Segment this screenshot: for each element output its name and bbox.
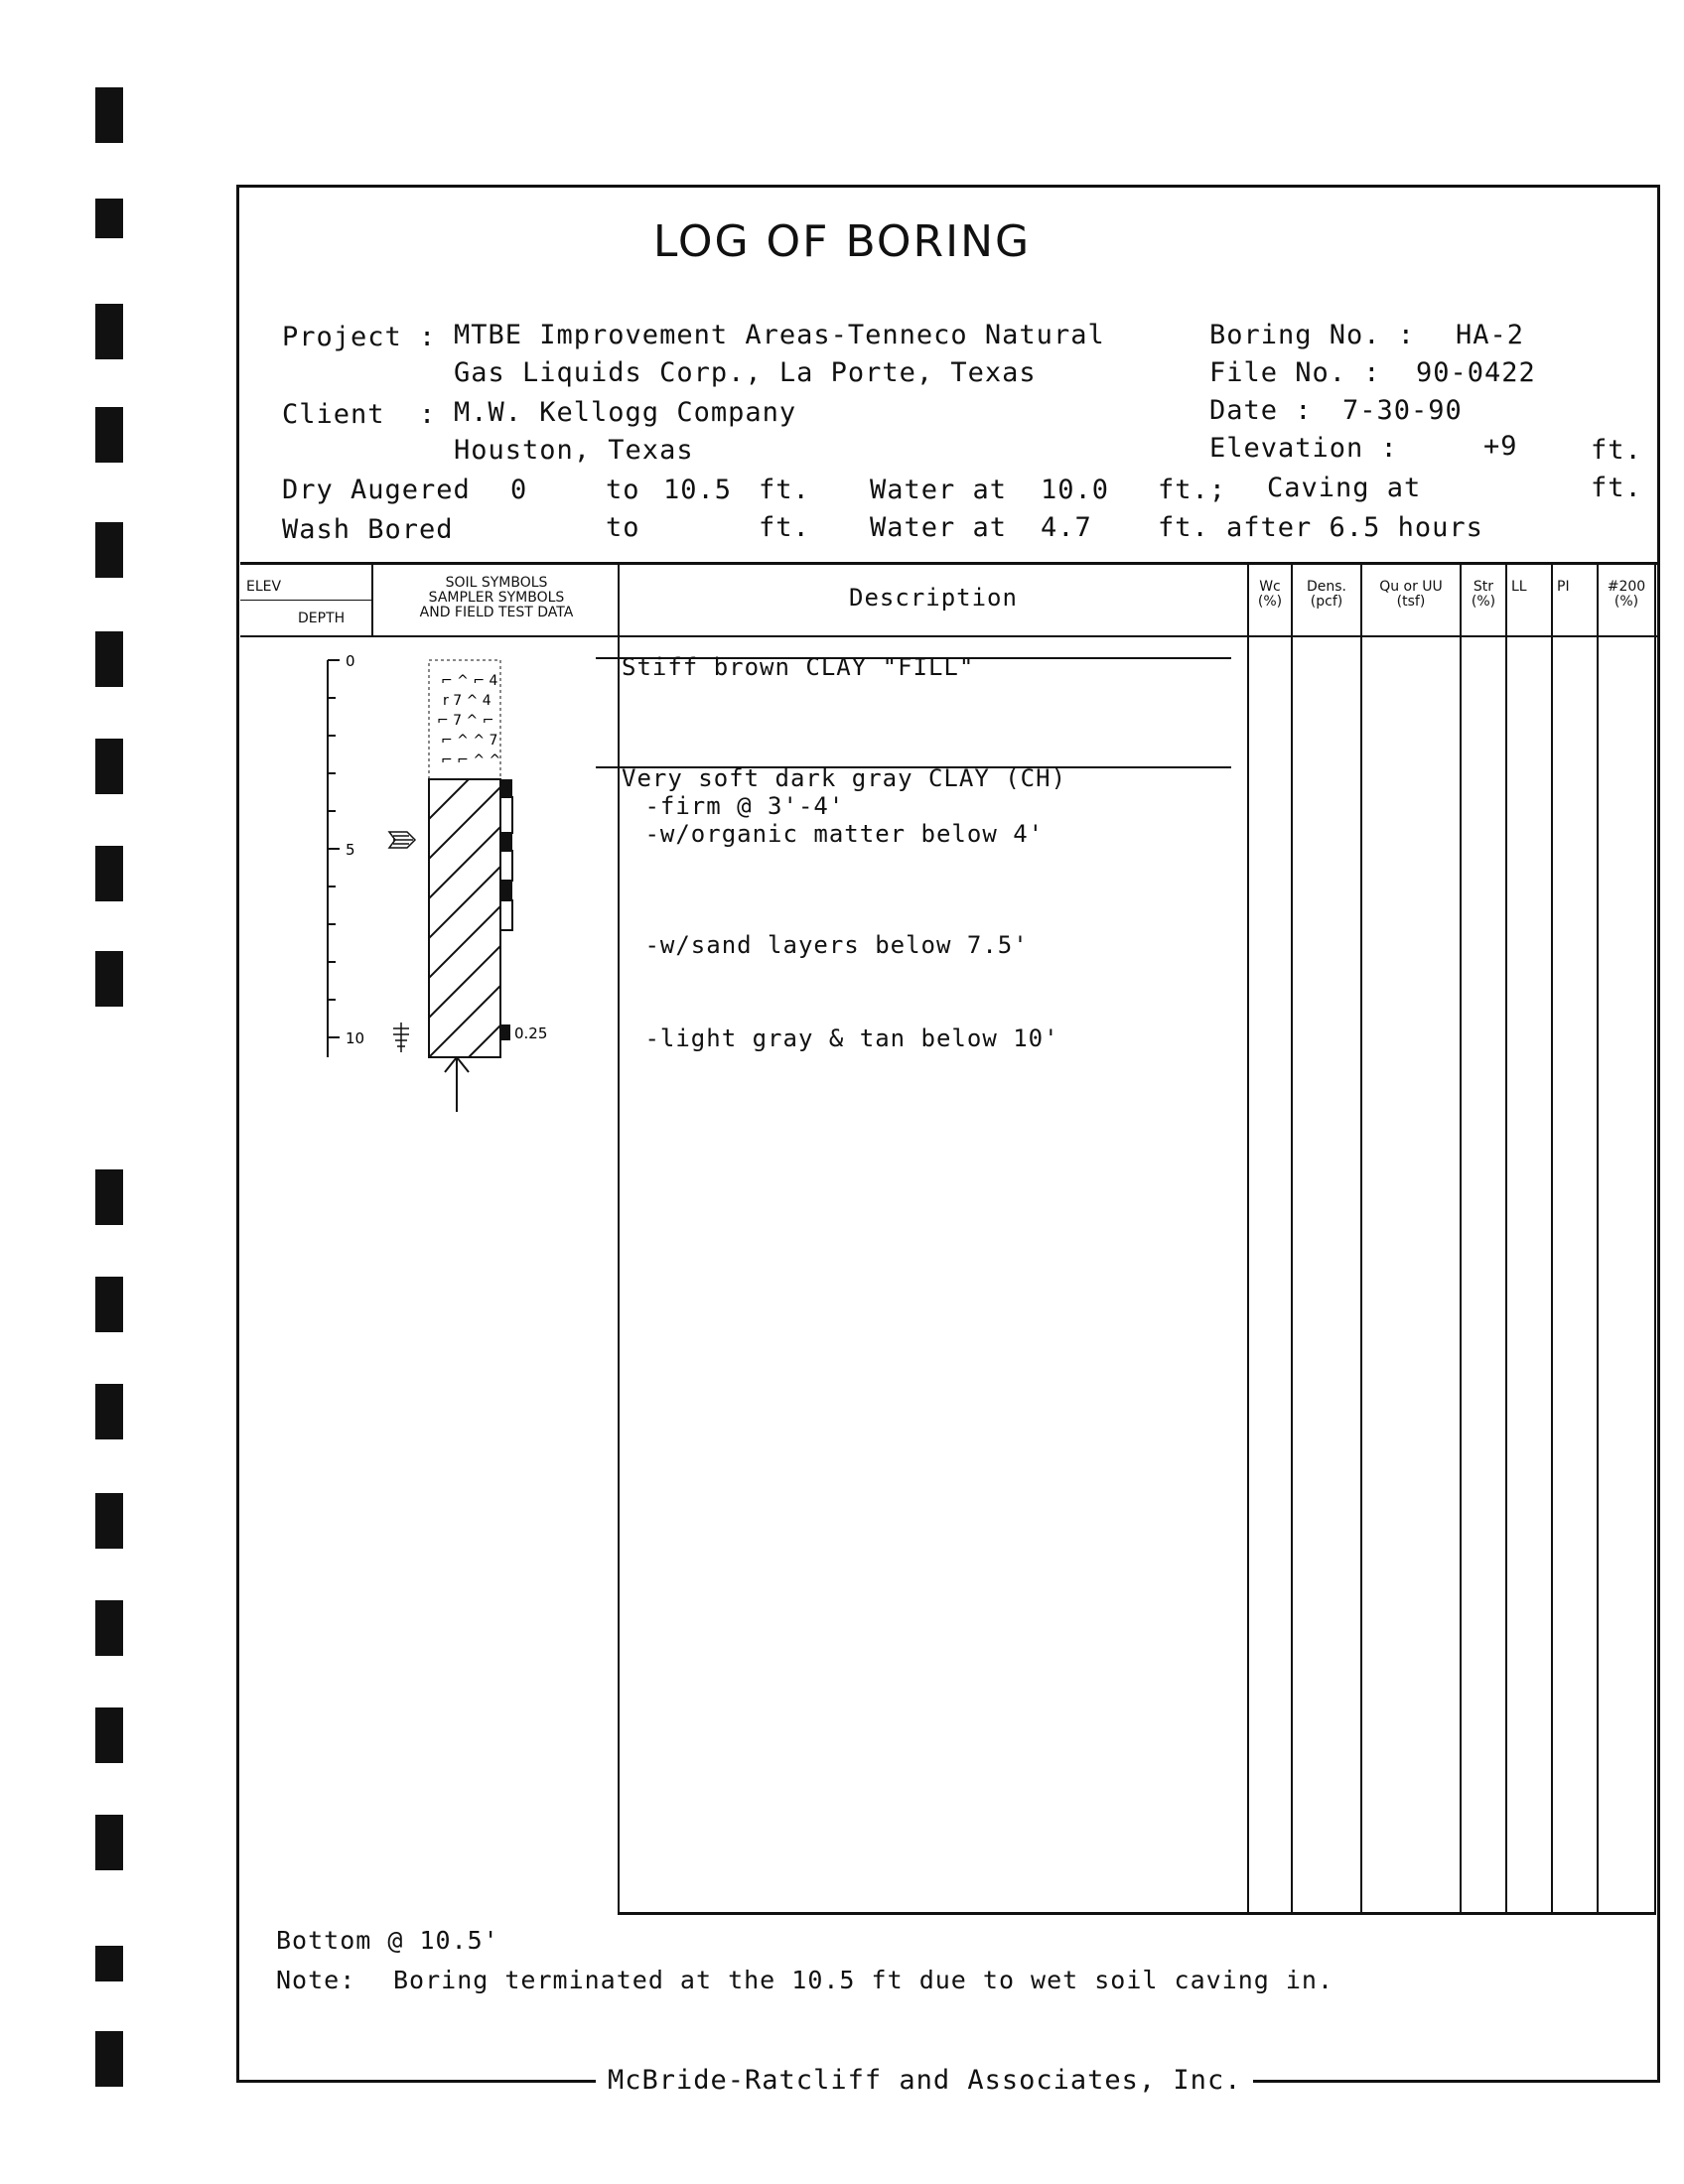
- water-level-symbol-10: [393, 1023, 409, 1052]
- svg-text:r 7 ^ 4: r 7 ^ 4: [443, 693, 491, 709]
- binding-mark: [95, 87, 123, 143]
- water1-label: Water at: [870, 475, 1008, 505]
- dens-header: Dens. (pcf): [1306, 579, 1346, 610]
- project-line1: MTBE Improvement Areas-Tenneco Natural: [454, 320, 1105, 350]
- water2-value: 4.7: [1041, 512, 1092, 543]
- dry-to-label: to: [606, 475, 640, 505]
- binding-mark: [95, 2031, 123, 2087]
- wc-header: Wc (%): [1257, 579, 1283, 610]
- binding-mark: [95, 1600, 123, 1656]
- document-frame: [236, 185, 1660, 2081]
- bottom-depth: Bottom @ 10.5': [276, 1926, 499, 1955]
- file-no-label: File No. :: [1209, 357, 1381, 388]
- termination-arrow: [445, 1057, 469, 1112]
- col-divider-elev: [371, 562, 373, 637]
- table-right-border: [1654, 562, 1656, 1914]
- depth-tick-10: 10: [346, 1029, 365, 1047]
- depth-tick-5: 5: [346, 841, 355, 859]
- wash-unit: ft.: [759, 512, 810, 543]
- depth-tick-0: 0: [346, 652, 355, 670]
- description-fill: Stiff brown CLAY "FILL": [622, 653, 975, 681]
- binding-mark: [95, 1277, 123, 1332]
- col-divider-dens: [1291, 562, 1293, 1914]
- qu-header: Qu or UU (tsf): [1379, 579, 1443, 610]
- col-divider-str: [1460, 562, 1462, 1914]
- binding-mark: [95, 1707, 123, 1763]
- boring-no-label: Boring No. :: [1209, 320, 1416, 350]
- binding-mark: [95, 1384, 123, 1439]
- elevation-value: +9: [1483, 431, 1518, 462]
- sampler-shelby-tube: [500, 797, 512, 833]
- binding-mark: [95, 951, 123, 1007]
- binding-mark: [95, 1946, 123, 1981]
- dry-to: 10.5: [663, 475, 733, 505]
- elev-header: ELEV: [246, 579, 282, 595]
- col-divider-ll: [1505, 562, 1507, 1914]
- sampler-shelby-tube: [500, 1024, 510, 1040]
- dry-augered-label: Dry Augered: [282, 475, 471, 505]
- project-line2: Gas Liquids Corp., La Porte, Texas: [454, 357, 1037, 388]
- ll-header: LL: [1511, 579, 1527, 595]
- svg-text:⌐ 7 ^ ⌐: ⌐ 7 ^ ⌐: [437, 713, 494, 729]
- client-line2: Houston, Texas: [454, 435, 694, 466]
- caving-unit: ft.: [1591, 473, 1642, 503]
- binding-mark: [95, 1493, 123, 1549]
- boring-log-graphic: [298, 645, 618, 1122]
- svg-text:⌐ ^ ^ 7: ⌐ ^ ^ 7: [441, 733, 498, 749]
- description-light-gray: -light gray & tan below 10': [630, 1024, 1059, 1052]
- table-top-border: [240, 562, 1658, 565]
- col-divider-wc: [1247, 562, 1249, 1914]
- elevation-unit: ft.: [1591, 435, 1642, 466]
- water2-label: Water at: [870, 512, 1008, 543]
- date: 7-30-90: [1342, 395, 1463, 426]
- water-level-symbol-4.7: [389, 832, 415, 848]
- binding-mark: [95, 304, 123, 359]
- binding-mark: [95, 1815, 123, 1870]
- description-sand-layers: -w/sand layers below 7.5': [630, 931, 1029, 959]
- description-clay: Very soft dark gray CLAY (CH): [622, 764, 1067, 792]
- table-bottom-border: [618, 1912, 1656, 1915]
- sampler-shelby-tube: [500, 851, 512, 881]
- table-header-bottom: [240, 635, 1658, 637]
- col-divider-200: [1597, 562, 1599, 1914]
- description-firm: -firm @ 3'-4': [630, 792, 845, 820]
- water1-unit: ft.;: [1158, 475, 1227, 505]
- sampler-shelby-tube: [500, 900, 512, 930]
- description-header: Description: [849, 584, 1018, 612]
- sampler-shelby-tube: [500, 779, 512, 797]
- svg-text:⌐ ⌐ ^ ^: ⌐ ⌐ ^ ^: [441, 752, 501, 768]
- binding-mark: [95, 407, 123, 463]
- binding-mark: [95, 1169, 123, 1225]
- document-title: LOG OF BORING: [652, 216, 1032, 267]
- col-divider-pi: [1551, 562, 1553, 1914]
- boring-no: HA-2: [1456, 320, 1525, 350]
- description-organic: -w/organic matter below 4': [630, 820, 1045, 848]
- sampler-shelby-tube: [500, 833, 512, 851]
- no200-header: #200 (%): [1607, 579, 1646, 610]
- client-line1: M.W. Kellogg Company: [454, 397, 797, 428]
- depth-header: DEPTH: [298, 611, 346, 626]
- binding-mark: [95, 846, 123, 901]
- elev-depth-divider: [240, 600, 371, 601]
- project-label: Project :: [282, 322, 437, 352]
- sampler-shelby-tube: [500, 881, 512, 900]
- col-divider-description-left: [618, 562, 620, 1914]
- dry-unit: ft.: [759, 475, 810, 505]
- file-no: 90-0422: [1416, 357, 1536, 388]
- soil-symbols-header: SOIL SYMBOLS SAMPLER SYMBOLS AND FIELD TEST DATA: [419, 575, 574, 620]
- elevation-label: Elevation :: [1209, 433, 1398, 464]
- dry-from: 0: [510, 475, 528, 505]
- col-divider-qu: [1360, 562, 1362, 1914]
- water2-unit: ft. after 6.5 hours: [1158, 512, 1483, 543]
- date-label: Date :: [1209, 395, 1313, 426]
- company-footer: McBride-Ratcliff and Associates, Inc.: [596, 2065, 1253, 2096]
- client-label: Client :: [282, 399, 437, 430]
- wash-to-label: to: [606, 512, 640, 543]
- binding-mark: [95, 739, 123, 794]
- binding-mark: [95, 522, 123, 578]
- binding-mark: [95, 631, 123, 687]
- note-label: Note:: [276, 1966, 356, 1994]
- wash-bored-label: Wash Bored: [282, 514, 454, 545]
- water1-value: 10.0: [1041, 475, 1110, 505]
- field-test-value: 0.25: [514, 1024, 548, 1042]
- caving-label: Caving at: [1267, 473, 1422, 503]
- pi-header: PI: [1557, 579, 1570, 595]
- str-header: Str (%): [1471, 579, 1496, 610]
- note-text: Boring terminated at the 10.5 ft due to wet soil caving in.: [393, 1966, 1334, 1994]
- svg-text:⌐ ^ ⌐ 4: ⌐ ^ ⌐ 4: [441, 673, 498, 689]
